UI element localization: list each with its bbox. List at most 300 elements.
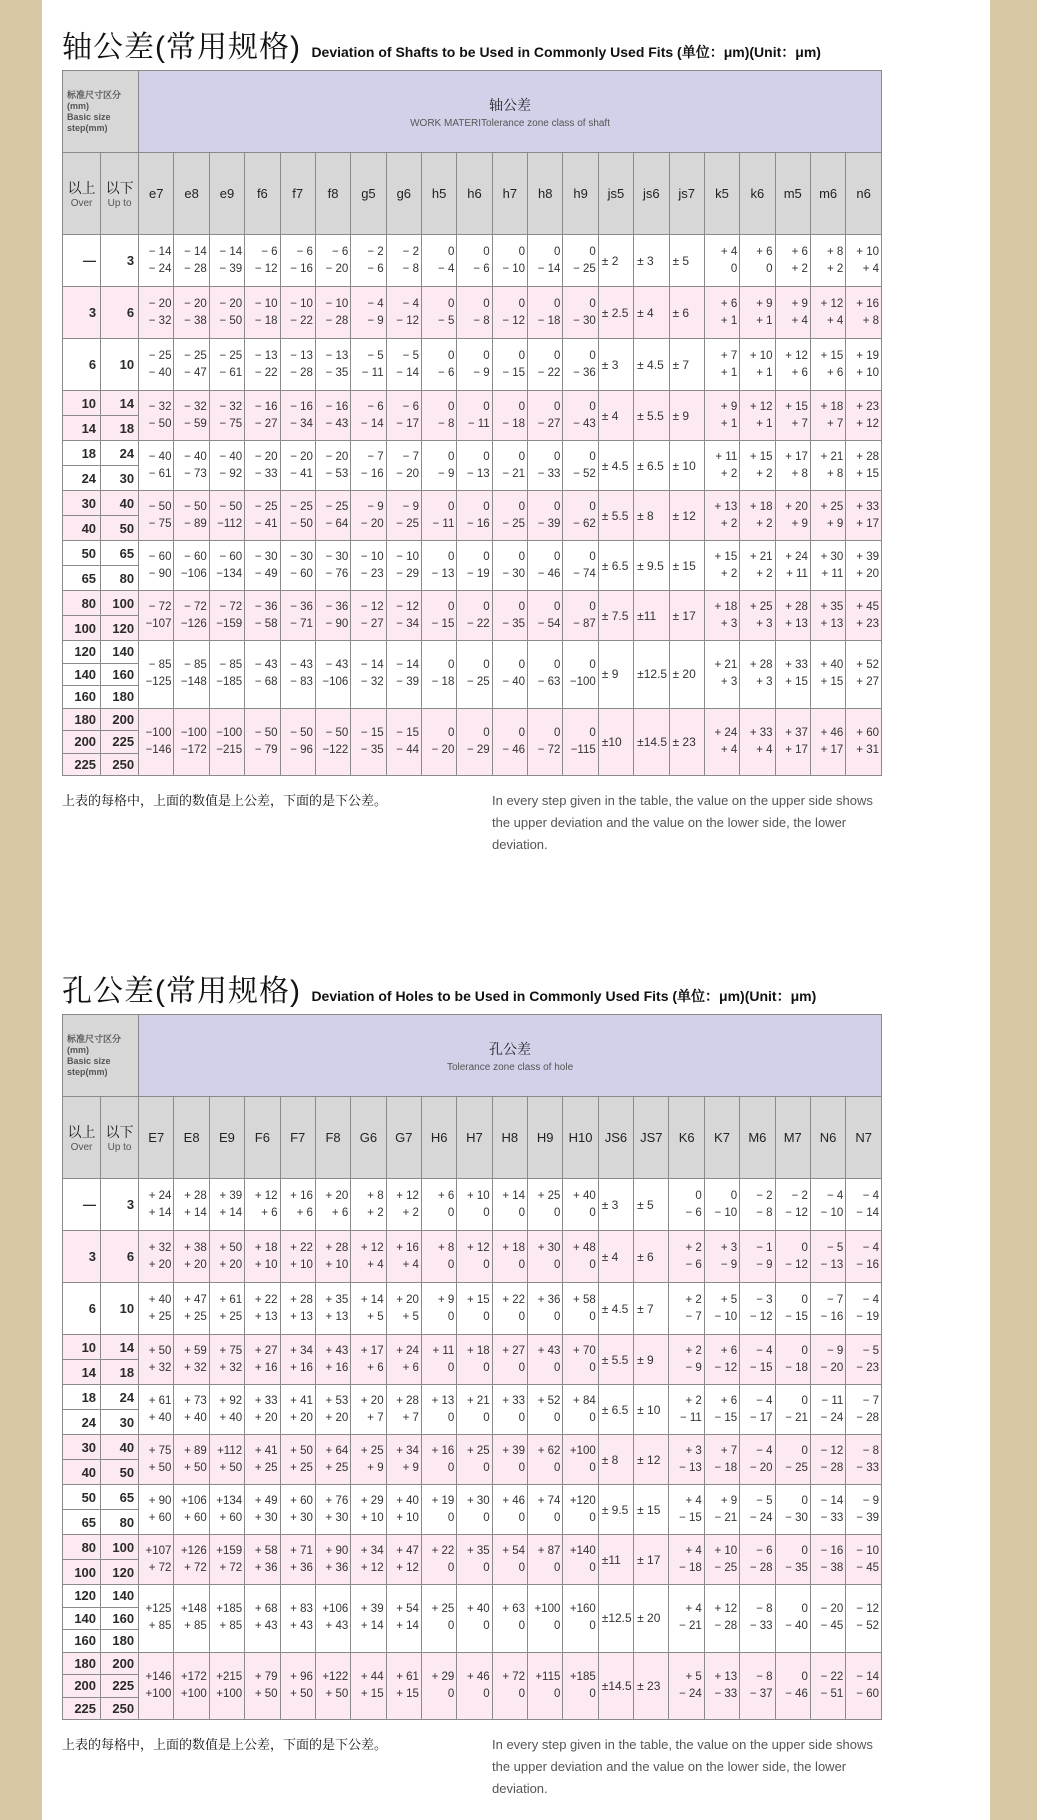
deviation-cell — [563, 708, 598, 776]
deviation-cell — [740, 1535, 775, 1585]
upper-deviation: − 5 — [862, 1344, 879, 1357]
size-over: 40 — [63, 1460, 101, 1485]
deviation-cell — [139, 441, 174, 491]
size-over: 50 — [63, 1485, 101, 1510]
deviation-cell — [386, 1283, 421, 1335]
lower-deviation: 0 — [589, 1258, 596, 1271]
deviation-cell — [704, 235, 739, 287]
deviation-cell — [351, 1485, 386, 1535]
deviation-cell — [280, 1231, 315, 1283]
upper-deviation: − 50 — [184, 500, 207, 513]
lower-deviation: − 33 — [820, 1511, 844, 1524]
symmetric-deviation-cell: ± 5 — [634, 1179, 669, 1231]
upper-deviation: 0 — [801, 1241, 808, 1254]
upper-deviation: + 22 — [290, 1241, 313, 1254]
upper-deviation: − 10 — [360, 550, 384, 563]
upper-deviation: 0 — [447, 726, 455, 739]
upper-deviation: +140 — [569, 1544, 596, 1557]
deviation-cell — [280, 1535, 315, 1585]
upper-deviation: 0 — [801, 1444, 808, 1457]
upper-deviation: 0 — [554, 600, 561, 613]
lower-deviation: − 24 — [148, 262, 172, 275]
lower-deviation: 0 — [518, 1687, 526, 1700]
upper-deviation: − 32 — [219, 400, 243, 413]
tolerance-class-label-en: Tolerance zone class of hole — [446, 1061, 574, 1073]
upper-deviation: − 12 — [856, 1603, 879, 1616]
upper-deviation: − 2 — [402, 245, 419, 258]
upper-deviation: 0 — [518, 297, 526, 310]
upper-deviation: − 20 — [325, 450, 349, 463]
lower-deviation: + 1 — [756, 314, 773, 327]
deviation-cell — [280, 1385, 315, 1435]
upper-deviation: + 6 — [438, 1189, 455, 1202]
upper-deviation: + 68 — [254, 1603, 278, 1616]
upper-deviation: − 4 — [756, 1444, 773, 1457]
deviation-cell — [245, 1179, 280, 1231]
size-upto: 18 — [101, 416, 139, 441]
size-over: 100 — [63, 1560, 101, 1585]
tolerance-class-label-cn: 孔公差 — [489, 1040, 532, 1057]
upper-deviation: + 50 — [290, 1444, 313, 1457]
deviation-cell — [245, 641, 280, 709]
symmetric-deviation-cell: ± 23 — [669, 708, 704, 776]
upper-deviation: + 46 — [820, 726, 844, 739]
deviation-cell — [528, 1585, 563, 1653]
column-header-k6: k6 — [740, 153, 775, 235]
deviation-cell — [846, 287, 882, 339]
lower-deviation: 0 — [447, 1310, 455, 1323]
lower-deviation: − 60 — [290, 567, 313, 580]
deviation-cell — [245, 1335, 280, 1385]
lower-deviation: − 40 — [148, 366, 172, 379]
upper-deviation: + 35 — [820, 600, 844, 613]
lower-deviation: −148 — [180, 676, 207, 689]
deviation-cell — [209, 641, 244, 709]
upper-deviation: + 39 — [502, 1444, 526, 1457]
lower-deviation: − 24 — [820, 1411, 844, 1424]
lower-deviation: − 75 — [219, 417, 243, 430]
upper-deviation: + 60 — [290, 1494, 313, 1507]
deviation-cell — [810, 1652, 845, 1720]
upper-deviation: − 10 — [396, 550, 419, 563]
upper-deviation: + 25 — [749, 600, 773, 613]
deviation-cell — [810, 1385, 845, 1435]
deviation-cell — [245, 708, 280, 776]
lower-deviation: −159 — [216, 617, 243, 630]
upper-deviation: + 15 — [466, 1293, 490, 1306]
lower-deviation: − 5 — [438, 314, 455, 327]
deviation-cell — [704, 287, 739, 339]
symmetric-deviation-cell: ± 6.5 — [598, 541, 633, 591]
upper-deviation: − 85 — [184, 659, 207, 672]
upper-deviation: − 20 — [820, 1603, 844, 1616]
upper-deviation: 0 — [518, 400, 526, 413]
size-row — [63, 541, 882, 566]
lower-deviation: − 18 — [431, 676, 455, 689]
deviation-cell — [386, 1535, 421, 1585]
lower-deviation: + 8 — [826, 467, 844, 480]
deviation-cell — [740, 391, 775, 441]
upper-deviation: + 23 — [856, 400, 879, 413]
upper-deviation: 0 — [518, 450, 526, 463]
lower-deviation: − 23 — [360, 567, 384, 580]
size-over: 225 — [63, 753, 101, 776]
upper-deviation: + 41 — [290, 1394, 313, 1407]
lower-deviation: + 72 — [219, 1561, 243, 1574]
upper-deviation: − 6 — [331, 245, 349, 258]
lower-deviation: − 38 — [184, 314, 207, 327]
upper-deviation: + 63 — [502, 1603, 526, 1616]
lower-deviation: −134 — [216, 567, 243, 580]
upper-deviation: + 13 — [714, 500, 738, 513]
deviation-cell — [740, 1283, 775, 1335]
deviation-cell — [775, 491, 810, 541]
lower-deviation: − 13 — [431, 567, 455, 580]
upper-deviation: +125 — [145, 1603, 172, 1616]
lower-deviation: − 27 — [537, 417, 561, 430]
lower-deviation: − 54 — [537, 617, 561, 630]
deviation-cell — [704, 1335, 739, 1385]
upper-deviation: + 15 — [820, 349, 844, 362]
deviation-cell — [810, 641, 845, 709]
upper-deviation: 0 — [695, 1189, 702, 1202]
lower-deviation: − 9 — [756, 1258, 773, 1271]
symmetric-deviation-cell: ± 10 — [634, 1385, 669, 1435]
upper-deviation: +122 — [322, 1670, 349, 1683]
deviation-cell — [740, 1435, 775, 1485]
upper-deviation: 0 — [801, 1603, 808, 1616]
lower-deviation: +100 — [145, 1687, 172, 1700]
upper-deviation: + 12 — [714, 1603, 738, 1616]
deviation-cell — [492, 1652, 527, 1720]
deviation-cell — [775, 591, 810, 641]
upper-deviation: 0 — [554, 450, 561, 463]
deviation-cell — [563, 1435, 598, 1485]
deviation-cell — [209, 491, 244, 541]
lower-deviation: − 27 — [360, 617, 384, 630]
deviation-cell — [386, 1585, 421, 1653]
upper-deviation: + 58 — [254, 1544, 278, 1557]
lower-deviation: − 22 — [290, 314, 313, 327]
upper-deviation: − 25 — [254, 500, 278, 513]
upper-deviation: + 25 — [820, 500, 844, 513]
size-row — [63, 591, 882, 616]
upper-deviation: + 28 — [325, 1241, 349, 1254]
lower-deviation: + 50 — [184, 1461, 207, 1474]
lower-deviation: +100 — [180, 1687, 207, 1700]
upper-deviation: − 25 — [325, 500, 349, 513]
deviation-cell — [351, 235, 386, 287]
upper-deviation: + 10 — [749, 349, 773, 362]
upper-deviation: − 14 — [396, 659, 419, 672]
deviation-cell — [846, 339, 882, 391]
upper-deviation: 0 — [447, 245, 455, 258]
lower-deviation: + 12 — [856, 417, 879, 430]
size-upto: 80 — [101, 1510, 139, 1535]
lower-deviation: + 85 — [184, 1620, 207, 1633]
lower-deviation: + 13 — [254, 1310, 278, 1323]
upper-deviation: − 10 — [254, 297, 278, 310]
lower-deviation: − 71 — [290, 617, 313, 630]
upper-deviation: − 30 — [325, 550, 349, 563]
deviation-cell — [775, 1485, 810, 1535]
deviation-cell — [245, 339, 280, 391]
lower-deviation: − 29 — [467, 743, 490, 756]
deviation-cell — [846, 441, 882, 491]
upto-header-cn: 以下 — [105, 180, 134, 196]
size-upto: 140 — [101, 1585, 139, 1608]
upper-deviation: 0 — [589, 659, 596, 672]
lower-deviation: −185 — [216, 676, 243, 689]
upper-deviation: − 6 — [402, 400, 419, 413]
upper-deviation: − 60 — [184, 550, 207, 563]
lower-deviation: + 25 — [325, 1461, 349, 1474]
size-over: 180 — [63, 1652, 101, 1675]
upper-deviation: − 4 — [862, 1189, 879, 1202]
upper-deviation: − 85 — [148, 659, 172, 672]
lower-deviation: − 19 — [467, 567, 490, 580]
deviation-cell — [846, 1179, 882, 1231]
basic-size-label-en: Basic size step(mm) — [67, 1055, 111, 1077]
upper-deviation: + 16 — [431, 1444, 455, 1457]
upper-deviation: +160 — [569, 1603, 596, 1616]
upper-deviation: − 8 — [862, 1444, 879, 1457]
deviation-cell — [351, 287, 386, 339]
lower-deviation: + 8 — [862, 314, 879, 327]
deviation-cell — [775, 708, 810, 776]
lower-deviation: + 14 — [148, 1206, 172, 1219]
upper-deviation: − 14 — [820, 1494, 844, 1507]
deviation-cell — [563, 235, 598, 287]
upper-deviation: + 32 — [148, 1241, 172, 1254]
upper-deviation: + 10 — [714, 1544, 738, 1557]
deviation-cell — [245, 1585, 280, 1653]
deviation-cell — [386, 339, 421, 391]
deviation-cell — [386, 708, 421, 776]
deviation-cell — [775, 1335, 810, 1385]
lower-deviation: −122 — [322, 743, 349, 756]
upper-deviation: −100 — [180, 726, 207, 739]
size-row — [63, 339, 882, 391]
lower-deviation: − 35 — [785, 1561, 808, 1574]
symmetric-deviation-cell: ± 5.5 — [598, 1335, 633, 1385]
lower-deviation: +100 — [216, 1687, 243, 1700]
lower-deviation: + 13 — [820, 617, 844, 630]
lower-deviation: − 15 — [749, 1361, 773, 1374]
deviation-cell — [139, 491, 174, 541]
lower-deviation: − 11 — [679, 1411, 702, 1424]
lower-deviation: 0 — [766, 262, 773, 275]
lower-deviation: − 27 — [254, 417, 278, 430]
deviation-cell — [245, 1231, 280, 1283]
lower-deviation: 0 — [553, 1511, 561, 1524]
lower-deviation: + 13 — [785, 617, 808, 630]
deviation-cell — [351, 441, 386, 491]
deviation-cell — [563, 339, 598, 391]
upper-deviation: − 7 — [862, 1394, 879, 1407]
upper-deviation: 0 — [447, 450, 455, 463]
lower-deviation: − 24 — [679, 1687, 702, 1700]
deviation-cell — [704, 1231, 739, 1283]
lower-deviation: − 9 — [685, 1361, 702, 1374]
lower-deviation: − 45 — [856, 1561, 879, 1574]
lower-deviation: − 8 — [756, 1206, 773, 1219]
upper-deviation: + 54 — [396, 1603, 419, 1616]
lower-deviation: − 30 — [502, 567, 526, 580]
deviation-cell — [457, 541, 492, 591]
lower-deviation: + 12 — [360, 1561, 384, 1574]
deviation-cell — [563, 1585, 598, 1653]
upper-deviation: + 83 — [290, 1603, 313, 1616]
upper-deviation: +159 — [216, 1544, 243, 1557]
deviation-cell — [174, 541, 209, 591]
upper-deviation: 0 — [483, 659, 490, 672]
deviation-cell — [209, 541, 244, 591]
deviation-cell — [280, 591, 315, 641]
tolerance-class-header — [139, 1015, 882, 1097]
column-header-E9: E9 — [209, 1097, 244, 1179]
lower-deviation: 0 — [589, 1620, 596, 1633]
upper-deviation: − 32 — [184, 400, 207, 413]
upper-deviation: − 8 — [756, 1603, 773, 1616]
upper-deviation: − 5 — [826, 1241, 844, 1254]
lower-deviation: + 7 — [402, 1411, 419, 1424]
deviation-cell — [810, 339, 845, 391]
deviation-cell — [528, 491, 563, 541]
upper-deviation: − 14 — [184, 245, 207, 258]
lower-deviation: 0 — [483, 1511, 490, 1524]
lower-deviation: − 19 — [856, 1310, 879, 1323]
deviation-cell — [740, 1179, 775, 1231]
deviation-cell — [457, 1535, 492, 1585]
lower-deviation: + 50 — [254, 1687, 278, 1700]
lower-deviation: + 50 — [219, 1461, 243, 1474]
lower-deviation: − 8 — [438, 417, 455, 430]
size-over: 3 — [63, 1231, 101, 1283]
size-over: 120 — [63, 1585, 101, 1608]
size-over: 160 — [63, 1630, 101, 1653]
upper-deviation: + 20 — [325, 1189, 349, 1202]
upper-deviation: + 76 — [325, 1494, 349, 1507]
deviation-cell — [386, 287, 421, 339]
symmetric-deviation-cell: ± 4 — [598, 1231, 633, 1283]
lower-deviation: 0 — [483, 1687, 490, 1700]
column-header-e8: e8 — [174, 153, 209, 235]
deviation-cell — [421, 708, 456, 776]
upper-deviation: + 18 — [466, 1344, 490, 1357]
upper-deviation: − 20 — [148, 297, 172, 310]
deviation-cell — [775, 441, 810, 491]
upper-deviation: + 22 — [254, 1293, 278, 1306]
lower-deviation: − 32 — [148, 314, 172, 327]
deviation-cell — [139, 339, 174, 391]
lower-deviation: 0 — [518, 1561, 526, 1574]
upper-deviation: 0 — [518, 659, 526, 672]
deviation-cell — [810, 708, 845, 776]
lower-deviation: + 1 — [756, 417, 773, 430]
upper-deviation: 0 — [447, 349, 455, 362]
upper-deviation: − 36 — [325, 600, 349, 613]
upper-deviation: − 85 — [219, 659, 243, 672]
shaft-tolerance-section — [62, 22, 924, 850]
symmetric-deviation-cell: ± 17 — [669, 591, 704, 641]
lower-deviation: − 25 — [467, 676, 490, 689]
upper-deviation: + 29 — [360, 1494, 384, 1507]
size-row — [63, 1652, 882, 1675]
deviation-cell — [351, 1435, 386, 1485]
lower-deviation: − 14 — [396, 366, 419, 379]
lower-deviation: − 21 — [679, 1620, 702, 1633]
shaft-note-en: In every step given in the table, the value on the upper side shows the upper deviation and the value on the lower side, the lower deviation. — [492, 793, 873, 852]
symmetric-deviation-cell: ±10 — [598, 708, 633, 776]
deviation-cell — [315, 1283, 350, 1335]
lower-deviation: − 6 — [367, 262, 384, 275]
deviation-cell — [704, 1385, 739, 1435]
lower-deviation: − 40 — [502, 676, 526, 689]
deviation-cell — [704, 391, 739, 441]
deviation-cell — [139, 1435, 174, 1485]
lower-deviation: − 22 — [467, 617, 490, 630]
lower-deviation: − 9 — [438, 467, 455, 480]
deviation-cell — [563, 1652, 598, 1720]
deviation-cell — [775, 391, 810, 441]
deviation-cell — [704, 541, 739, 591]
upper-deviation: + 24 — [396, 1344, 419, 1357]
upper-deviation: + 20 — [360, 1394, 384, 1407]
lower-deviation: − 34 — [396, 617, 419, 630]
upper-deviation: − 40 — [219, 450, 243, 463]
lower-deviation: − 59 — [184, 417, 207, 430]
symmetric-deviation-cell: ± 12 — [669, 491, 704, 541]
upper-deviation: + 21 — [820, 450, 844, 463]
deviation-cell — [704, 1283, 739, 1335]
lower-deviation: − 20 — [820, 1361, 844, 1374]
upper-deviation: + 28 — [856, 450, 879, 463]
upper-deviation: + 39 — [856, 550, 879, 563]
deviation-cell — [174, 1585, 209, 1653]
deviation-cell — [457, 491, 492, 541]
deviation-cell — [209, 1535, 244, 1585]
deviation-cell — [492, 1535, 527, 1585]
deviation-cell — [492, 1385, 527, 1435]
column-header-N7: N7 — [846, 1097, 882, 1179]
deviation-cell — [139, 1385, 174, 1435]
upper-deviation: − 9 — [367, 500, 384, 513]
size-row — [63, 1231, 882, 1283]
deviation-cell — [245, 441, 280, 491]
symmetric-deviation-cell: ± 6 — [634, 1231, 669, 1283]
upper-deviation: + 9 — [756, 297, 773, 310]
upper-deviation: − 15 — [360, 726, 384, 739]
upper-deviation: 0 — [483, 550, 490, 563]
lower-deviation: − 41 — [290, 467, 313, 480]
deviation-cell — [139, 287, 174, 339]
upper-deviation: 0 — [554, 726, 561, 739]
upper-deviation: + 73 — [184, 1394, 207, 1407]
lower-deviation: − 46 — [785, 1687, 808, 1700]
lower-deviation: − 20 — [396, 467, 419, 480]
lower-deviation: − 28 — [820, 1461, 844, 1474]
deviation-cell — [492, 235, 527, 287]
lower-deviation: −112 — [217, 517, 243, 530]
deviation-cell — [528, 591, 563, 641]
deviation-cell — [669, 1231, 704, 1283]
lower-deviation: + 1 — [720, 366, 738, 379]
upper-deviation: + 33 — [749, 726, 773, 739]
deviation-cell — [245, 1535, 280, 1585]
deviation-cell — [280, 708, 315, 776]
lower-deviation: − 87 — [573, 617, 596, 630]
